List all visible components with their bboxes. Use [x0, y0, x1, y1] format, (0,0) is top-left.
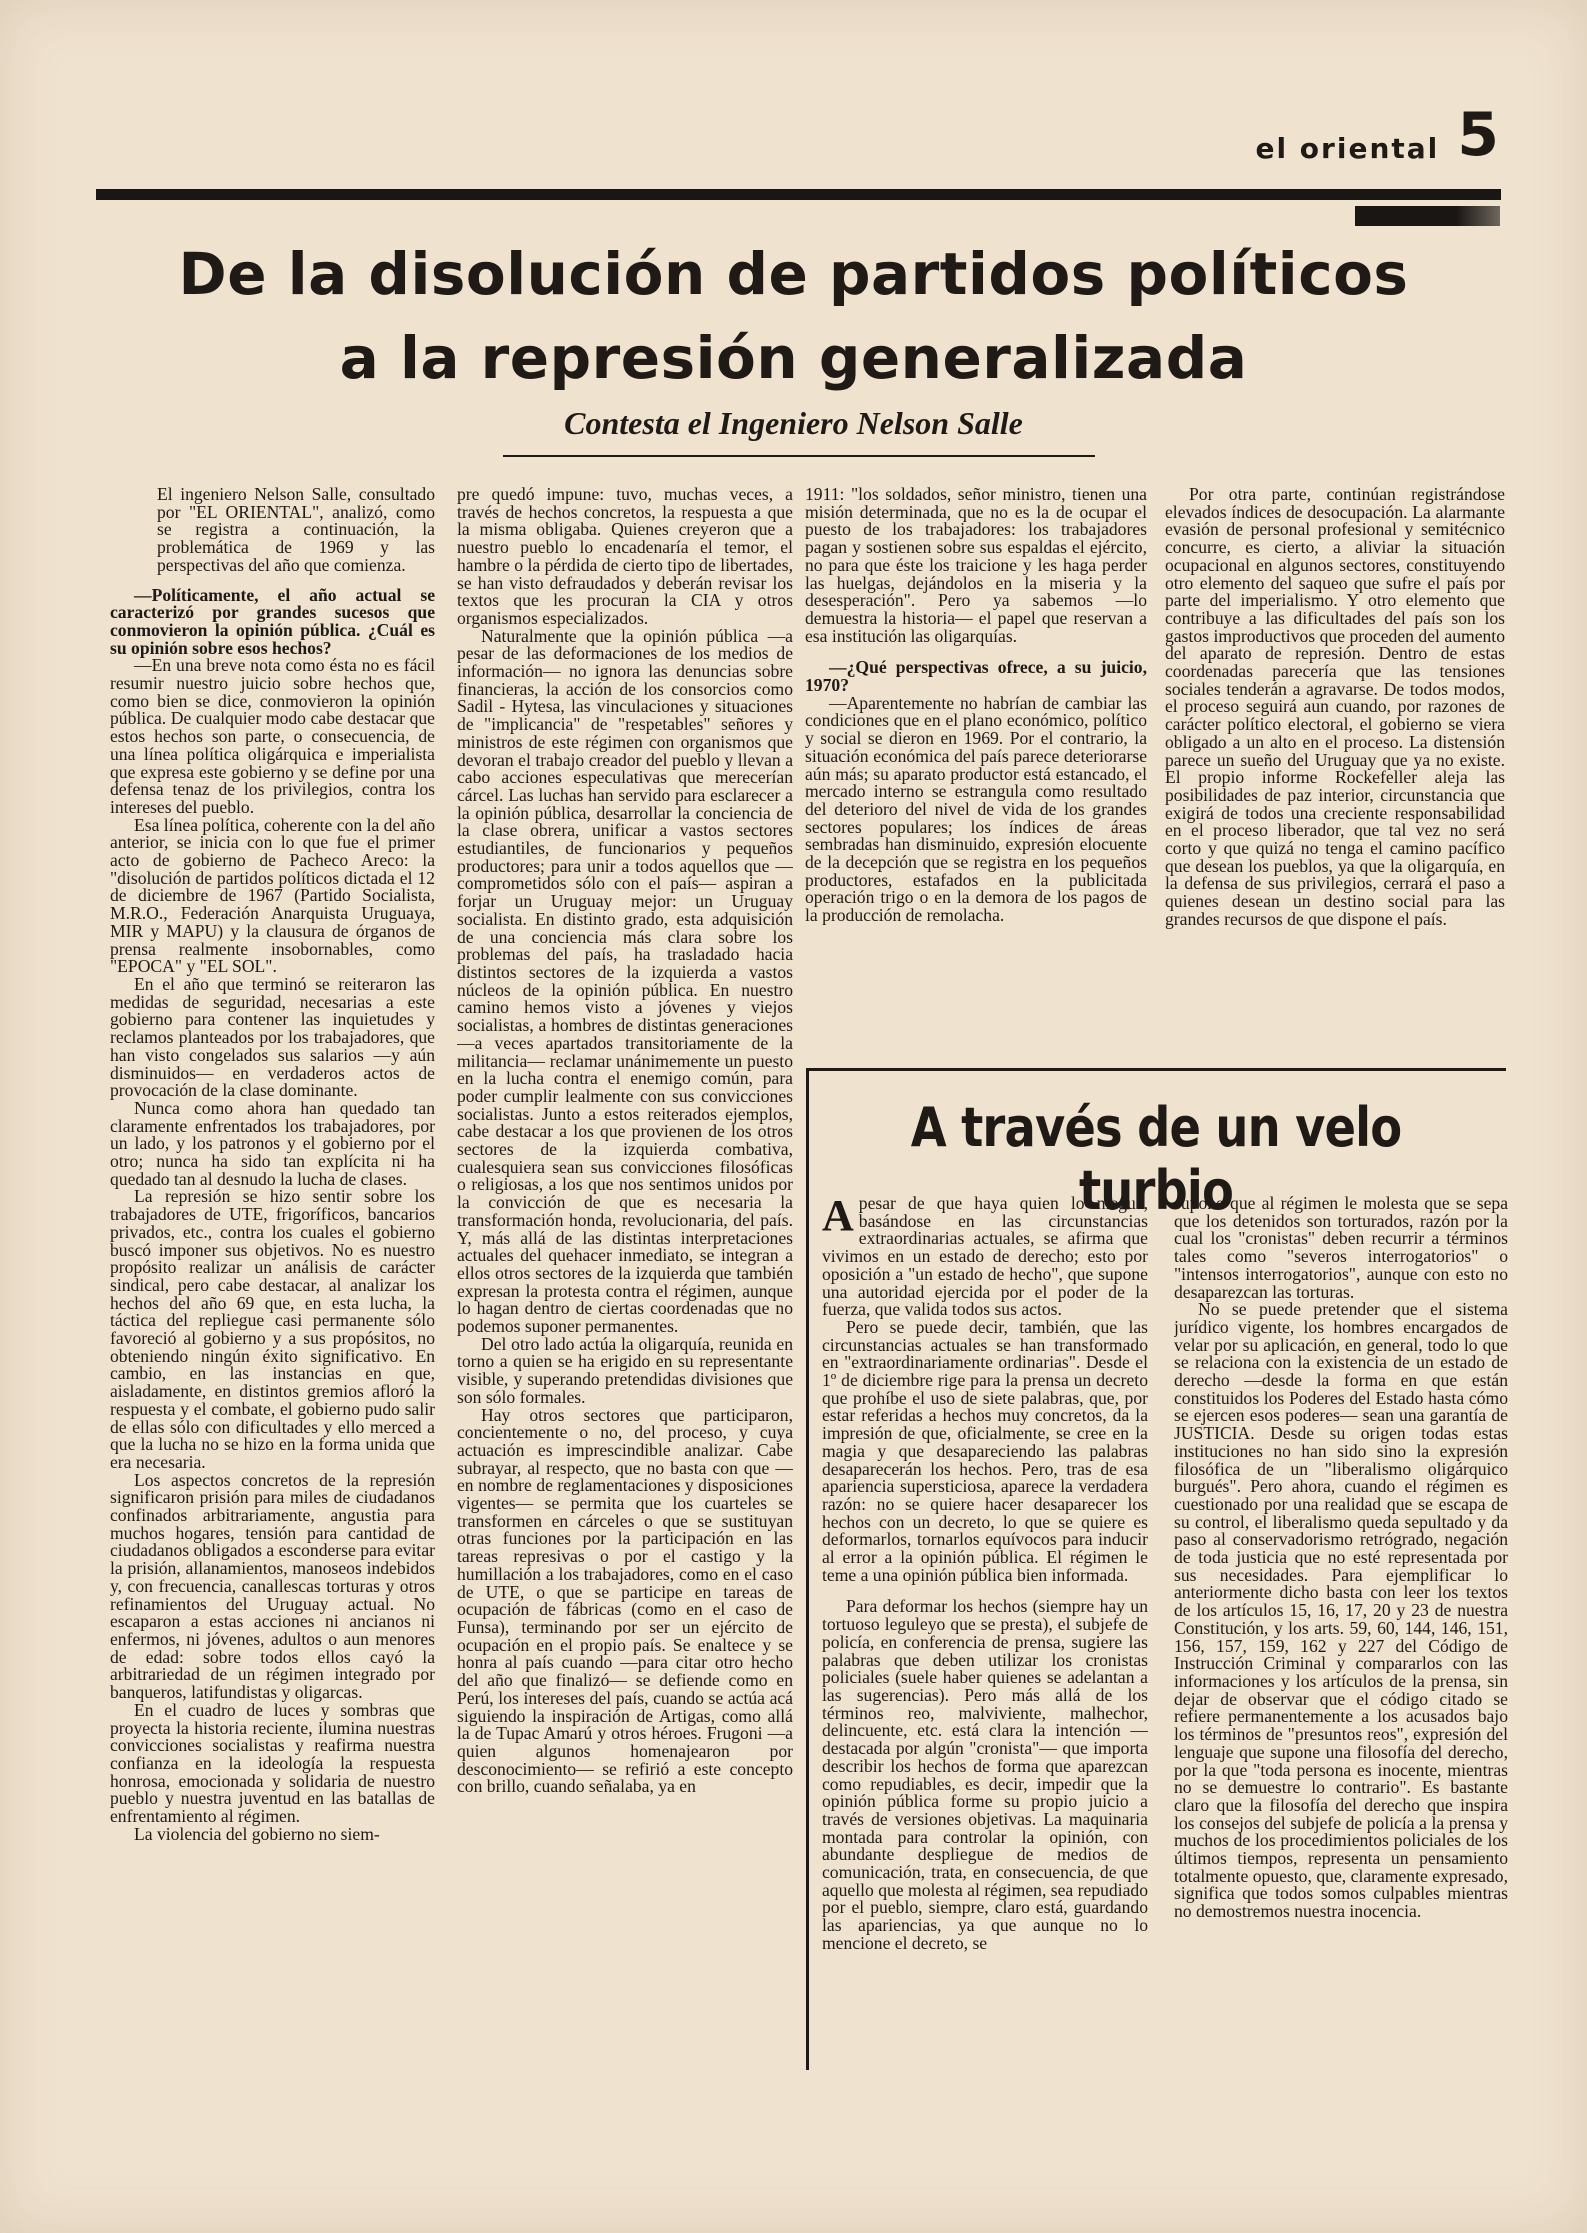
- paragraph: En el año que terminó se reiteraron las medidas de seguridad, necesarias a este gobierno para contener las inquietudes y reclamos planteados por los trabajadores, que han visto congelados sus salarios —y aún disminuidos— en verdaderos actos de provocación de la clase dominante.: [110, 973, 435, 1101]
- paragraph: 1911: "los soldados, señor ministro, tienen una misión determinada, que no es la de ocupar el puesto de los trabajadores: los trabajadores pagan y sostienen sobre sus espaldas el ejército, no para que éste los traicione y les haga perder las huelgas, dejándolos en la miseria y la desesperación". Pero ya sabemos —lo demuestra la historia— el papel que reservan a esa institución las oligarquías.: [805, 486, 1147, 646]
- masthead: [1255, 100, 1499, 170]
- box-border-top: [806, 1068, 1506, 1071]
- box-title: A través de un velo turbio: [910, 1096, 1402, 1222]
- paragraph: La represión se hizo sentir sobre los trabajadores de UTE, frigoríficos, bancarios privados, etc., contra los cuales el gobierno buscó imponer sus objetivos. No es nuestro propósito realizar un análisis de carácter sindical, pero cabe destacar, al analizar los hechos del año 69 que, en esta lucha, la táctica del repliegue casi permanente sólo favoreció al gobierno y a sus propósitos, no obteniendo ningún éxito significativo. En cambio, en las instancias en que, aisladamente, en distintos gremios afloró la respuesta y el combate, el gobierno pudo salir de ellas sólo con dificultades y ello merced a que la lucha no se hizo en la forma unida que era necesaria.: [110, 1186, 435, 1472]
- interview-question-1: —Políticamente, el año actual se caracterizó por grandes sucesos que conmovieron la opinión pública. ¿Cuál es su opinión sobre esos hechos?: [110, 584, 435, 658]
- box-column-1: [822, 1195, 1148, 2070]
- paragraph: Los aspectos concretos de la represión significaron prisión para miles de ciudadanos confinados arbitrariamente, angustia para muchos hogares, tensión para cantidad de ciudadanos obligados a esconderse para evitar la prisión, allanamientos, manoseos indebidos y, con frecuencia, canallescas torturas y otros refinamientos del Uruguay actual. No escaparon a estas acciones ni ancianos ni enfermos, ni jóvenes, adultos o aun menores de edad: sobre todos ellos cayó la arbitrariedad de un régimen integrado por banqueros, latifundistas y oligarcas.: [110, 1469, 435, 1703]
- interview-question-2: —¿Qué perspectivas ofrece, a su juicio, 1970?: [805, 657, 1147, 696]
- paragraph: En el cuadro de luces y sombras que proyecta la historia reciente, ilumina nuestras convicciones socialistas y reafirma nuestra confianza en la ideología la respuesta honrosa, emocionada y solidaria de nuestro pueblo y nuestra juventud en las batallas de enfrentamiento al régimen.: [110, 1699, 435, 1827]
- article-column-3: [805, 486, 1147, 1038]
- headline-line-1: De la disolución de partidos políticos: [178, 240, 1409, 308]
- paragraph: Pero se puede decir, también, que las circunstancias actuales se han transformado en "extraordinariamente ordinarias". Desde el 1º de diciembre rige para la prensa un decreto que prohíbe el uso de siete palabras, que, por estar referidas a hechos muy concretos, da la impresión de que, oficialmente, se cree en la magia y que desapareciendo las palabras desaparecerán los hechos. Pero, tras de esa apariencia supersticiosa, aparece la verdadera razón: no se quiere hacer desaparecer los hechos con un decreto, lo que se quiere es deformarlos, tornarlos equívocos para inducir al error a la opinión pública. El régimen le teme a una opinión pública bien informada.: [822, 1316, 1148, 1585]
- newspaper-name: el oriental: [1255, 132, 1440, 165]
- paragraph: Hay otros sectores que participaron, concientemente o no, del proceso, y cuya actuación es imprescindible analizar. Cabe subrayar, al respecto, que no basta con que —en nombre de reglamentaciones y disposiciones vigentes— se permita que los cuarteles se transformen en cárceles o que se sustituyan otras funciones por la participación en las tareas represivas o por el castigo y la humillación a los trabajadores, como en el caso de UTE, o que se participe en tareas de ocupación de fábricas (como en el caso de Funsa), terminando por ser un ejército de ocupación en el propio país. Se enaltece y se honra al país cuando —para citar otro hecho del año que finalizó— se defiende como en Perú, los intereses del país, cuando se actúa acá siguiendo la inspiración de Artigas, como allá la de Tupac Amarú y otros héroes. Frugoni —a quien algunos homenajearon por desconocimiento— se refirió a este concepto con brillo, cuando señalaba, ya en: [457, 1404, 793, 1797]
- article-column-1: [110, 486, 435, 2072]
- box-paragraph-first: [822, 1195, 1148, 1319]
- paragraph: La violencia del gobierno no siem-: [134, 1823, 380, 1844]
- box-paragraph-text: pesar de que haya quien lo niegue, basándose en las circunstancias extraordinarias actuales, se afirma que vivimos en un estado de derecho; esto por oposición a "un estado de hecho", que supone una autoridad ejercida por el poder de la fuerza, que valida todos sus actos.: [822, 1195, 1148, 1320]
- drop-cap: A: [822, 1195, 854, 1240]
- paragraph: pre quedó impune: tuvo, muchas veces, a través de hechos concretos, la respuesta a que la misma obligaba. Quienes creyeron que a nuestro pueblo lo encadenaría el temor, el hambre o la pérdida de cierto tipo de libertades, se han visto defraudados y deberán revisar los textos que les procuran la CIA y otros organismos especializados.: [457, 486, 793, 628]
- paragraph: Por otra parte, continúan registrándose elevados índices de desocupación. La alarmante evasión de personal profesional y semitécnico concurre, es cierto, a aliviar la situación ocupacional en algunos sectores, constituyendo otro elemento del saqueo que sufre el país por parte del imperialismo. Y otro elemento que contribuye a las dificultades del país son los gastos improductivos que proceden del aumento del aparato de represión. Dentro de estas coordenadas parecería que las tensiones sociales tenderán a agravarse. De todos modos, el proceso seguirá aun cuando, por razones de carácter político electoral, el gobierno se viera obligado a un alto en el proceso. La distensión parece un sueño del Uruguay que ya no existe. El propio informe Rockefeller aleja las posibilidades de paz interior, circunstancia que exigirá de todos una creciente responsabilidad en el proceso liberador, que tal vez no será corto y que quizá no tenga el camino pacífico que desean los pueblos, ya que la oligarquía, en la defensa de sus privilegios, cerrará el paso a quienes desean un destino social para las grandes recursos de que dispone el país.: [1165, 486, 1505, 929]
- paragraph: supone que al régimen le molesta que se sepa que los detenidos son torturados, razón por la cual los "cronistas" deben recurrir a términos tales como "severos interrogatorios" o "intensos interrogatorios", aunque con esto no desaparezcan las torturas.: [1174, 1195, 1508, 1302]
- paragraph: —Aparentemente no habrían de cambiar las condiciones que en el plano económico, político y social se dieron en 1969. Por el contrario, la situación económica del país parece deteriorarse aún más; su aparato productor está estancado, el mercado interno se estrangula como resultado del deterioro del nivel de vida de los grandes sectores populares; los índices de áreas sembradas han disminuido, expresión elocuente de la decepción que se registra en los pequeños productores, estafados en la publicitada operación trigo o en la demora de los pagos de la producción de remolacha.: [805, 692, 1147, 926]
- headline-line-2: a la represión generalizada: [339, 324, 1248, 392]
- paragraph: Para deformar los hechos (siempre hay un tortuoso leguleyo que se presta), el subjefe de policía, en conferencia de prensa, sugiere las palabras que deben utilizar los cronistas policiales (suele haber quienes se adelantan a las sugerencias). Pero más allá de los términos reo, malviviente, malhechor, delincuente, etc. está clara la intención —destacada por algún "cronista"— que importa describir los hechos de forma que aparezcan como repudiables, es decir, impedir que la opinión pública forme su propio juicio a través de versiones objetivas. La maquinaria montada para controlar la opinión, con abundante despliegue de medios de comunicación, trata, en consecuencia, de que aquello que molesta al régimen, sea repudiado por el pueblo, siempre, claro está, guardando las apariencias, ya que aunque no lo mencione el decreto, se: [822, 1596, 1148, 1953]
- page-number: 5: [1457, 100, 1499, 170]
- headline: [0, 232, 1587, 400]
- paragraph: Esa línea política, coherente con la del año anterior, se inicia con lo que fue el primer acto de gobierno de Pacheco Areco: la "disolución de partidos políticos dictada el 12 de diciembre de 1967 (Partido Socialista, M.R.O., Federación Anarquista Uruguaya, MIR y MAPU) y la clausura de órganos de prensa realmente insobornables, como "EPOCA" y "EL SOL".: [110, 814, 435, 977]
- top-rule: [96, 189, 1501, 200]
- byline: Contesta el Ingeniero Nelson Salle: [564, 405, 1023, 441]
- byline-rule: [503, 455, 1095, 457]
- paragraph: Naturalmente que la opinión pública —a pesar de las deformaciones de los medios de información— no ignora las denuncias sobre financieras, la acción de los consorcios como Sadil - Hytesa, las vinculaciones y situaciones de "implicancia" de "respetables" señores y ministros de este régimen con organismos que devoran el trabajo creador del pueblo y llevan a cabo acciones especulativas que merecerían cárcel. Las luchas han servido para esclarecer a la opinión pública, desarrollar la conciencia de la clase obrera, unificar a vastos sectores estudiantiles, de funcionarios y pequeños productores; para unir a todos aquellos que —comprometidos sólo con el país— aspiran a forjar un Uruguay mejor: un Uruguay socialista. En distinto grado, esta adquisición de una conciencia más clara sobre los problemas del país, ha trasladado hacia distintos sectores de la izquierda a vastos núcleos de la opinión pública. En nuestro camino hemos visto a jóvenes y viejos socialistas, a hombres de distintas generaciones —a veces apartados transitoriamente de la militancia— reclamar unánimemente un puesto en la lucha contra el enemigo común, para poder cumplir lealmente con sus convicciones socialistas. Junto a estos reiterados ejemplos, cabe destacar a los que provienen de los otros sectores de la izquierda combativa, cualesquiera sean sus convicciones filosóficas o religiosas, a los que nos sentimos unidos por la convicción de que es necesaria la transformación honda, revolucionaria, del país. Y, más allá de las distintas interpretaciones actuales del quehacer inmediato, se integran a ellos otros sectores de la izquierda que también expresan la protesta contra el régimen, aunque lo hagan dentro de ciertas coordenadas que no podemos suponer permanentes.: [457, 625, 793, 1337]
- article-column-2: [457, 486, 793, 2072]
- paragraph: Del otro lado actúa la oligarquía, reunida en torno a quien se ha erigido en su representante visible, y superando pretendidas divisiones que son sólo formales.: [457, 1333, 793, 1407]
- rule-flourish: [1355, 206, 1500, 226]
- article-intro: El ingeniero Nelson Salle, consultado por "EL ORIENTAL", analizó, como se registra a continuación, la problemática de 1969 y las perspectivas del año que comienza.: [157, 486, 435, 575]
- paragraph: Nunca como ahora han quedado tan claramente enfrentados los trabajadores, por un lado, y los patronos y el gobierno por el otro; nunca ha sido tan explícita ni ha quedado tan al desnudo la lucha de clases.: [110, 1097, 435, 1189]
- paragraph: —En una breve nota como ésta no es fácil resumir nuestro juicio sobre hechos que, como bien se dice, conmovieron la opinión pública. De cualquier modo cabe destacar que estos hechos son parte, o consecuencia, de una línea política oligárquica e imperialista que expresa este gobierno y se define por una defensa tenaz de los privilegios, contra los intereses del pueblo.: [110, 655, 435, 817]
- box-border-left: [806, 1068, 809, 2070]
- box-column-2: [1174, 1195, 1508, 2070]
- article-column-4: [1165, 486, 1505, 1038]
- paragraph: No se puede pretender que el sistema jurídico vigente, los hombres encargados de velar por su aplicación, en general, todo lo que se relaciona con la existencia de un estado de derecho —desde la forma en que están constituidos los Poderes del Estado hasta cómo se ejercen esos poderes— sean una garantía de JUSTICIA. Desde su origen todas estas instituciones no han sido sino la expresión filosófica de un "liberalismo oligárquico burgués". Pero ahora, cuando el régimen es cuestionado por una realidad que se escapa de su control, el liberalismo queda sepultado y da paso al conservadorismo retrógrado, negación de toda justicia que no esté representada por sus necesidades. Para ejemplificar lo anteriormente dicho basta con leer los textos de los artículos 15, 16, 17, 20 y 23 de nuestra Constitución, y los arts. 59, 60, 144, 146, 151, 156, 157, 159, 162 y 227 del Código de Instrucción Criminal y compararlos con las informaciones y los artículos de la prensa, sin dejar de observar que el código citado se refiere permanentemente a los acusados bajo los términos de "presuntos reos", expresión del lenguaje que supone una filosofía del derecho, por la que "toda persona es inocente, mientras no se demuestre lo contrario". Es bastante claro que la filosofía del derecho que inspira los consejos del subjefe de policía a la prensa y muchos de los procedimientos policiales de los últimos tiempos, representa un pensamiento totalmente opuesto, que, claramente expresado, significa que todos somos culpables mientras no demostremos nuestra inocencia.: [1174, 1299, 1508, 1922]
